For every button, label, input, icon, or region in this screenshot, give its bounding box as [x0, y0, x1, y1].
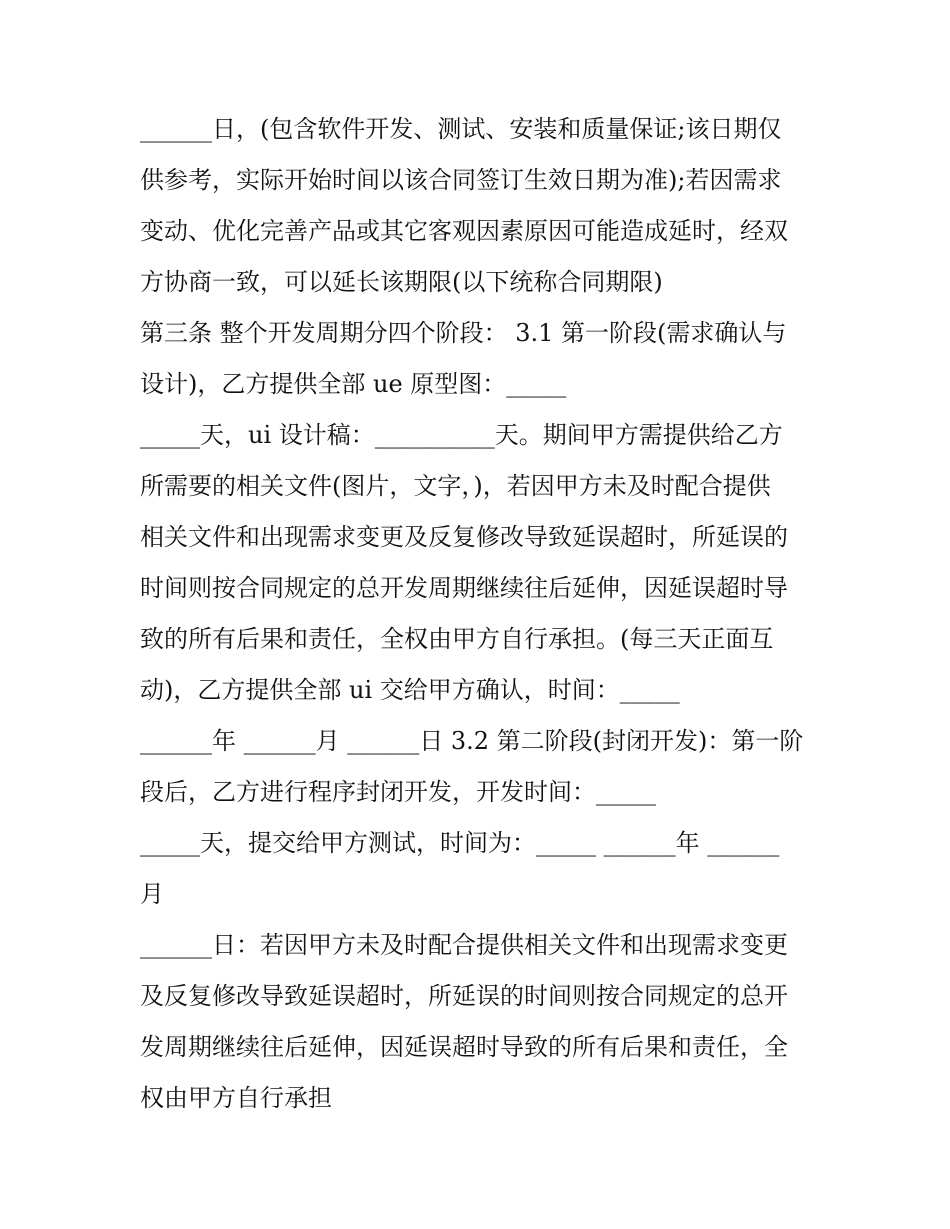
text-line: 动)，乙方提供全部 ui 交给甲方确认，时间：_____ [140, 676, 680, 704]
text-line: ______日，(包含软件开发、测试、安装和质量保证;该日期仅 [140, 115, 782, 143]
text-line: 第三条 整个开发周期分四个阶段： 3.1 第一阶段(需求确认与 [140, 319, 787, 347]
text-line: 方协商一致，可以延长该期限(以下统称合同期限) [140, 268, 663, 296]
contract-text [140, 104, 820, 1124]
text-line: 权由甲方自行承担 [140, 1084, 332, 1112]
text-line: _____天，提交给甲方测试，时间为：_____ ______年 ______ [140, 829, 780, 857]
text-line: _____天，ui 设计稿：__________天。期间甲方需提供给乙方 [140, 421, 783, 449]
text-line: 及反复修改导致延误超时，所延误的时间则按合同规定的总开 [140, 982, 788, 1010]
text-line: 设计)，乙方提供全部 ue 原型图：_____ [140, 370, 567, 398]
text-line: ______年 ______月 ______日 3.2 第二阶段(封闭开发)：第一阶 [140, 727, 804, 755]
text-line: 时间则按合同规定的总开发周期继续往后延伸，因延误超时导 [140, 574, 788, 602]
text-line: 段后，乙方进行程序封闭开发，开发时间：_____ [140, 778, 656, 806]
text-line: ______日：若因甲方未及时配合提供相关文件和出现需求变更 [140, 931, 788, 959]
text-line: 致的所有后果和责任，全权由甲方自行承担。(每三天正面互 [140, 625, 774, 653]
text-line: 变动、优化完善产品或其它客观因素原因可能造成延时，经双 [140, 217, 788, 245]
text-line: 月 [140, 880, 164, 908]
text-line: 相关文件和出现需求变更及反复修改导致延误超时，所延误的 [140, 523, 788, 551]
text-line: 所需要的相关文件(图片，文字，)，若因甲方未及时配合提供 [140, 472, 771, 500]
text-line: 供参考，实际开始时间以该合同签订生效日期为准);若因需求 [140, 166, 782, 194]
text-line: 发周期继续往后延伸，因延误超时导致的所有后果和责任，全 [140, 1033, 788, 1061]
